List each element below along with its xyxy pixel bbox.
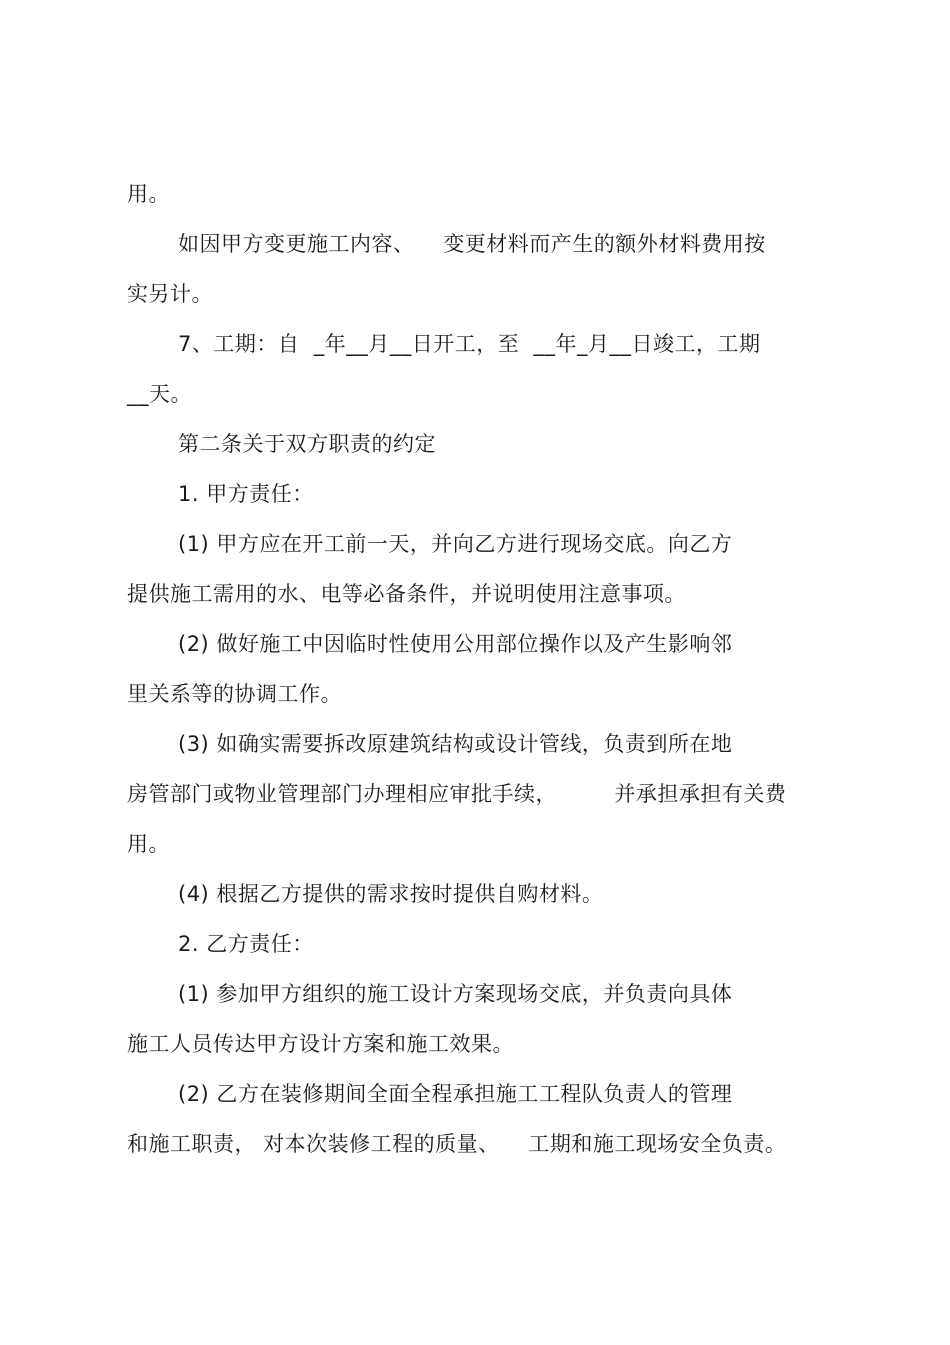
- text-line-12: (3) 如确实需要拆改原建筑结构或设计管线，负责到所在地: [178, 732, 733, 756]
- text-line-15: (4) 根据乙方提供的需求按时提供自购材料。: [178, 882, 604, 906]
- text-line-14: 用。: [127, 832, 170, 856]
- text-line-13: 房管部门或物业管理部门办理相应审批手续， 并承担承担有关费: [127, 782, 787, 806]
- text-line-3: 实另计。: [127, 282, 213, 306]
- text-line-4: 7、工期：自 _年__月__日开工，至 __年_月__日竣工，工期: [178, 332, 761, 356]
- text-line-9: 提供施工需用的水、电等必备条件，并说明使用注意事项。: [127, 582, 686, 606]
- text-line-8: (1) 甲方应在开工前一天，并向乙方进行现场交底。向乙方: [178, 532, 733, 556]
- subsection-heading-party-b: 2. 乙方责任：: [178, 932, 314, 956]
- text-line-20: 和施工职责， 对本次装修工程的质量、 工期和施工现场安全负责。: [127, 1132, 787, 1156]
- text-line-2: 如因甲方变更施工内容、 变更材料而产生的额外材料费用按: [178, 232, 766, 256]
- section-heading: 第二条关于双方职责的约定: [178, 432, 436, 456]
- text-line-17: (1) 参加甲方组织的施工设计方案现场交底，并负责向具体: [178, 982, 733, 1006]
- subsection-heading-party-a: 1. 甲方责任：: [178, 482, 314, 506]
- text-line-1: 用。: [127, 182, 170, 206]
- text-line-11: 里关系等的协调工作。: [127, 682, 342, 706]
- text-line-10: (2) 做好施工中因临时性使用公用部位操作以及产生影响邻: [178, 632, 733, 656]
- text-line-18: 施工人员传达甲方设计方案和施工效果。: [127, 1032, 514, 1056]
- text-line-19: (2) 乙方在装修期间全面全程承担施工工程队负责人的管理: [178, 1082, 733, 1106]
- text-line-5: __天。: [127, 382, 192, 406]
